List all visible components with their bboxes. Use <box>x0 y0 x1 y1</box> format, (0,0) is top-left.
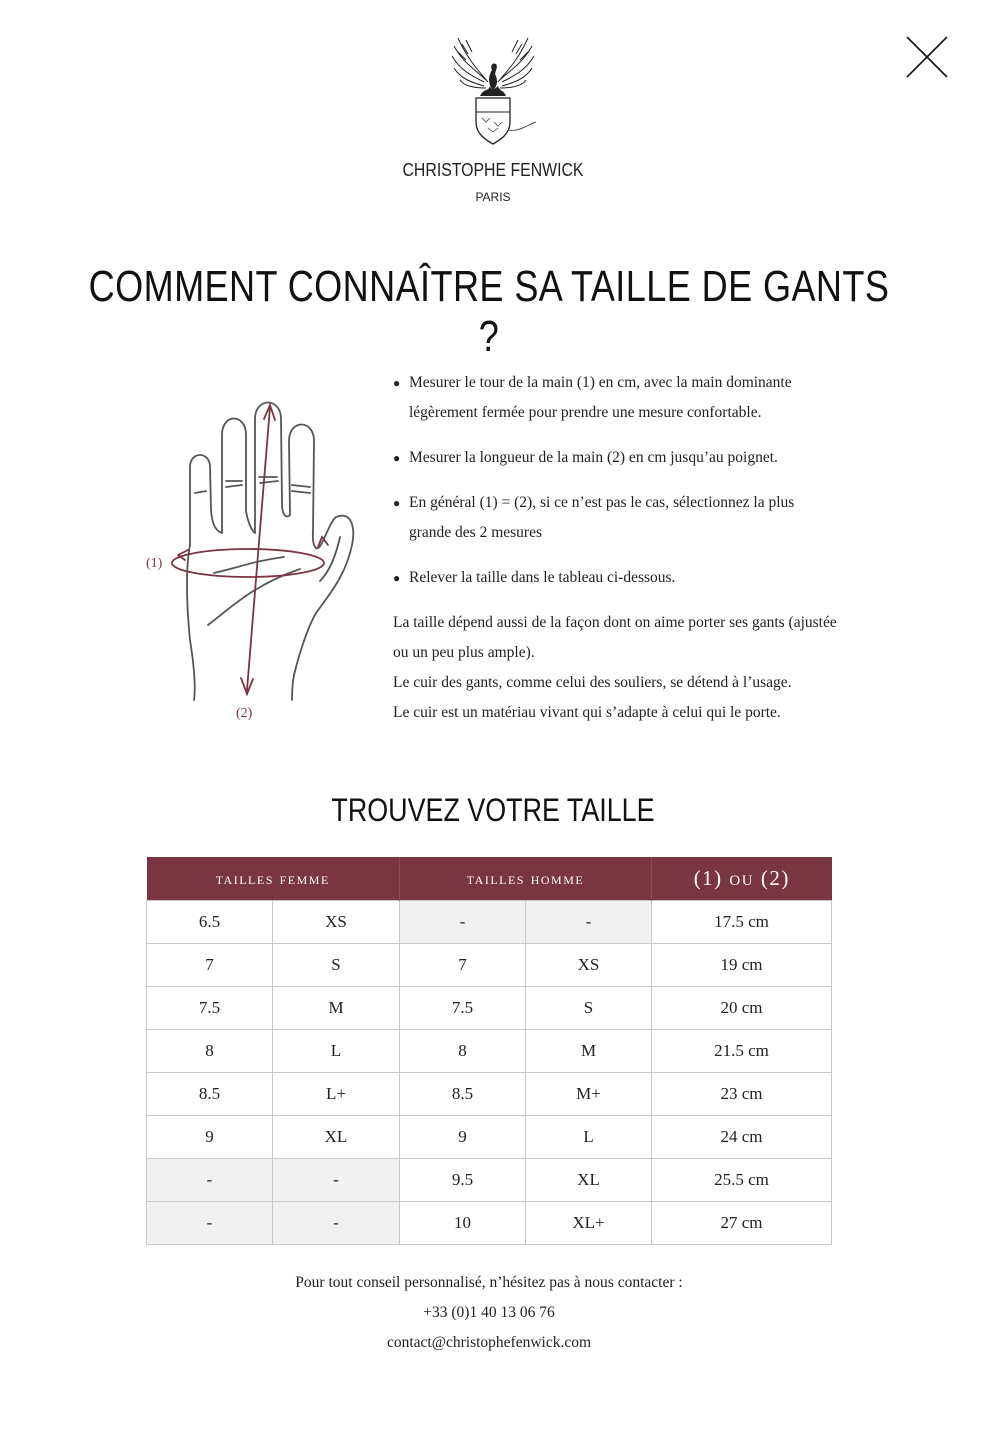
table-cell: 9 <box>147 1116 273 1159</box>
phoenix-crest-icon <box>438 30 548 150</box>
header-women-sizes: tailles femme <box>147 857 400 901</box>
table-cell: 10 <box>400 1202 526 1245</box>
table-cell: 7 <box>400 944 526 987</box>
page-title: COMMENT CONNAÎTRE SA TAILLE DE GANTS ? <box>88 262 890 361</box>
table-cell: 8.5 <box>147 1073 273 1116</box>
hand-measurement-icon <box>144 385 364 730</box>
bullet-icon: ● <box>393 451 401 465</box>
header-men-sizes: tailles homme <box>400 857 652 901</box>
note-leather-living: Le cuir est un matériau vivant qui s’adapte à celui qui le porte. <box>393 704 781 721</box>
table-cell: 7 <box>147 944 273 987</box>
table-row <box>147 1159 832 1202</box>
table-row <box>147 1030 832 1073</box>
table-row <box>147 1116 832 1159</box>
table-cell: 6.5 <box>147 901 273 944</box>
table-cell: XL+ <box>526 1202 652 1245</box>
bullet-icon: ● <box>393 571 401 585</box>
contact-phone[interactable]: +33 (0)1 40 13 06 76 <box>423 1304 555 1321</box>
size-table <box>146 857 832 1245</box>
table-cell: 7.5 <box>147 987 273 1030</box>
table-cell: 7.5 <box>400 987 526 1030</box>
table-cell: 8.5 <box>400 1073 526 1116</box>
table-cell: 8 <box>400 1030 526 1073</box>
brand-name: CHRISTOPHE FENWICK <box>402 160 584 180</box>
table-cell: M <box>273 987 400 1030</box>
table-cell: L+ <box>273 1073 400 1116</box>
table-cell: - <box>526 901 652 944</box>
table-cell: XL <box>273 1116 400 1159</box>
table-cell: 9 <box>400 1116 526 1159</box>
length-label: (2) <box>236 706 253 721</box>
size-section-title: TROUVEZ VOTRE TAILLE <box>331 792 655 828</box>
table-cell: XL <box>526 1159 652 1202</box>
table-cell: - <box>273 1202 400 1245</box>
table-cell: 25.5 cm <box>652 1159 832 1202</box>
table-cell: - <box>273 1159 400 1202</box>
table-cell: - <box>147 1202 273 1245</box>
circumference-label: (1) <box>146 556 163 571</box>
contact-block <box>0 1268 978 1358</box>
instructions-list <box>393 368 838 593</box>
table-cell: 21.5 cm <box>652 1030 832 1073</box>
table-cell: - <box>400 901 526 944</box>
table-cell: - <box>147 1159 273 1202</box>
contact-email[interactable]: contact@christophefenwick.com <box>386 1334 592 1351</box>
table-cell: M <box>526 1030 652 1073</box>
instructions <box>393 368 838 728</box>
table-cell: 20 cm <box>652 987 832 1030</box>
note-fit: La taille dépend aussi de la façon dont on aime porter ses gants (ajustée ou un peu plus ample). <box>393 614 837 661</box>
table-cell: 23 cm <box>652 1073 832 1116</box>
table-header-row <box>147 857 832 901</box>
table-cell: M+ <box>526 1073 652 1116</box>
header-measurement: (1) ou (2) <box>652 857 832 901</box>
table-row <box>147 944 832 987</box>
table-row <box>147 987 832 1030</box>
table-cell: XS <box>526 944 652 987</box>
table-cell: 17.5 cm <box>652 901 832 944</box>
list-item: ● En général (1) = (2), si ce n’est pas le cas, sélectionnez la plus grande des 2 mesures <box>393 488 838 548</box>
table-row <box>147 1073 832 1116</box>
list-item: ● Mesurer la longueur de la main (2) en cm jusqu’au poignet. <box>393 443 838 473</box>
note-leather-stretch: Le cuir des gants, comme celui des souliers, se détend à l’usage. <box>393 674 792 691</box>
table-cell: XS <box>273 901 400 944</box>
hand-diagram <box>144 385 364 735</box>
table-cell: L <box>273 1030 400 1073</box>
table-cell: 27 cm <box>652 1202 832 1245</box>
brand-logo[interactable] <box>0 30 986 150</box>
list-item: ● Mesurer le tour de la main (1) en cm, avec la main dominante légèrement fermée pour prendre une mesure confortable. <box>393 368 838 428</box>
table-cell: 19 cm <box>652 944 832 987</box>
contact-intro: Pour tout conseil personnalisé, n’hésitez pas à nous contacter : <box>295 1274 683 1291</box>
table-cell: 8 <box>147 1030 273 1073</box>
table-row <box>147 901 832 944</box>
table-cell: S <box>526 987 652 1030</box>
table-cell: 24 cm <box>652 1116 832 1159</box>
table-cell: L <box>526 1116 652 1159</box>
bullet-icon: ● <box>393 376 401 390</box>
table-cell: S <box>273 944 400 987</box>
table-cell: 9.5 <box>400 1159 526 1202</box>
list-item: ● Relever la taille dans le tableau ci-dessous. <box>393 563 838 593</box>
table-row <box>147 1202 832 1245</box>
bullet-icon: ● <box>393 496 401 510</box>
brand-city: PARIS <box>475 190 511 204</box>
